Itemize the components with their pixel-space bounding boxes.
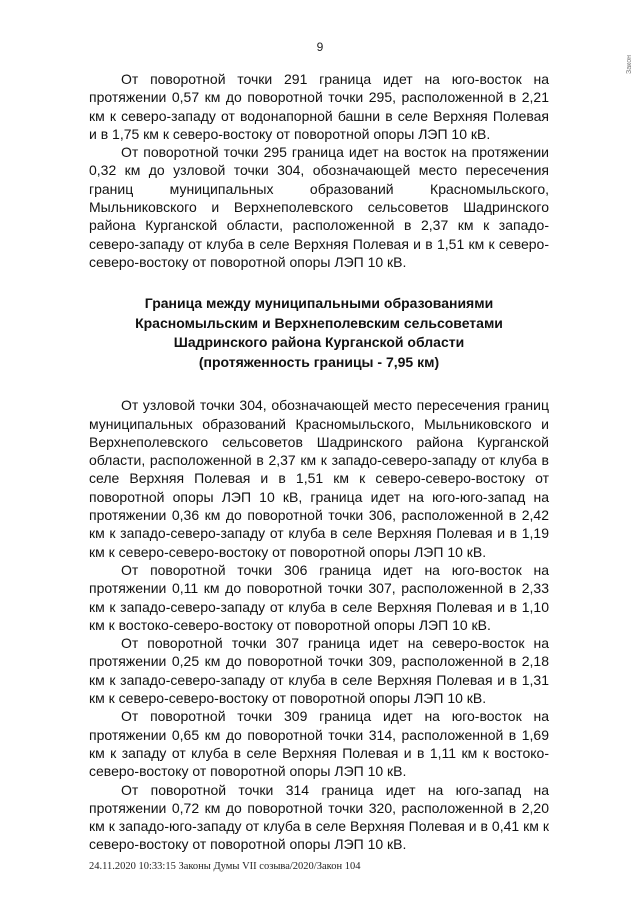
paragraph-point-291: От поворотной точки 291 граница идет на юго-восток на протяжении 0,57 км до поворотной точки 295, расположенной в 2,21 км к северо-западу от водонапорной башни в селе Верхняя Полевая и в 1,75 км к северо-востоку от поворотной опоры ЛЭП 10 кВ. bbox=[89, 71, 549, 142]
heading-line-4: (протяженность границы - 7,95 км) bbox=[198, 353, 440, 370]
page-number: 9 bbox=[316, 40, 324, 54]
footer-stamp: 24.11.2020 10:33:15 Законы Думы VII созыва/2020/Закон 104 bbox=[89, 861, 361, 872]
paragraph-point-314: От поворотной точки 314 граница идет на юго-запад на протяжении 0,72 км до поворотной точки 320, расположенной в 2,20 км к западо-юго-западу от клуба в селе Верхняя Полевая и в 0,41 км к северо-востоку от поворотной опоры ЛЭП 10 кВ. bbox=[89, 781, 549, 853]
paragraph-point-309: От поворотной точки 309 граница идет на юго-восток на протяжении 0,65 км до поворотной точки 314, расположенной в 1,69 км к западу от клуба в селе Верхняя Полевая и в 1,11 км к востоко-северо-востоку от поворотной опоры ЛЭП 10 кВ. bbox=[89, 708, 549, 780]
section-heading bbox=[89, 294, 549, 372]
paragraph-point-306: От поворотной точки 306 граница идет на юго-восток на протяжении 0,11 км до поворотной точки 307, расположенной в 2,33 км к западо-северо-западу от клуба в селе Верхняя Полевая и в 1,10 км к востоко-северо-востоку от поворотной опоры ЛЭП 10 кВ. bbox=[89, 561, 549, 633]
heading-line-2: Красномыльским и Верхнеполевским сельсоветами bbox=[135, 314, 503, 331]
paragraph-point-295: От поворотной точки 295 граница идет на восток на протяжении 0,32 км до узловой точки 304, обозначающей место пересечения границ муниципальных образований Красномыльского, Мыльниковского и Верхнеполевского сельсоветов Шадринского района Курганской области, расположенной в 2,37 км к западо-северо-западу от клуба в селе Верхняя Полевая и в 1,51 км к северо-северо-востоку от поворотной опоры ЛЭП 10 кВ. bbox=[89, 144, 549, 270]
paragraph-point-307: От поворотной точки 307 граница идет на северо-восток на протяжении 0,25 км до поворотной точки 309, расположенной в 2,18 км к западо-северо-западу от клуба в селе Верхняя Полевая и в 1,31 км к северо-северо-востоку от поворотной опоры ЛЭП 10 кВ. bbox=[89, 635, 549, 707]
side-margin-mark: Закон bbox=[626, 54, 633, 74]
heading-line-1: Граница между муниципальными образованиями bbox=[144, 295, 494, 312]
paragraph-point-304: От узловой точки 304, обозначающей место пересечения границ муниципальных образований Красномыльского, Мыльниковского и Верхнеполевского сельсоветов Шадринского района Курганской области, расположенной в 2,37 км к западо-северо-западу от клуба в селе Верхняя Полевая и в 1,51 км к северо-северо-востоку от поворотной опоры ЛЭП 10 кВ, граница идет на юго-юго-запад на протяжении 0,36 км до поворотной точки 306, расположенной в 2,42 км к западо-северо-западу от клуба в селе Верхняя Полевая и в 1,19 км к северо-северо-востоку от поворотной опоры ЛЭП 10 кВ. bbox=[89, 397, 549, 560]
heading-line-3: Шадринского района Курганской области bbox=[173, 334, 465, 351]
document-body bbox=[89, 70, 549, 854]
